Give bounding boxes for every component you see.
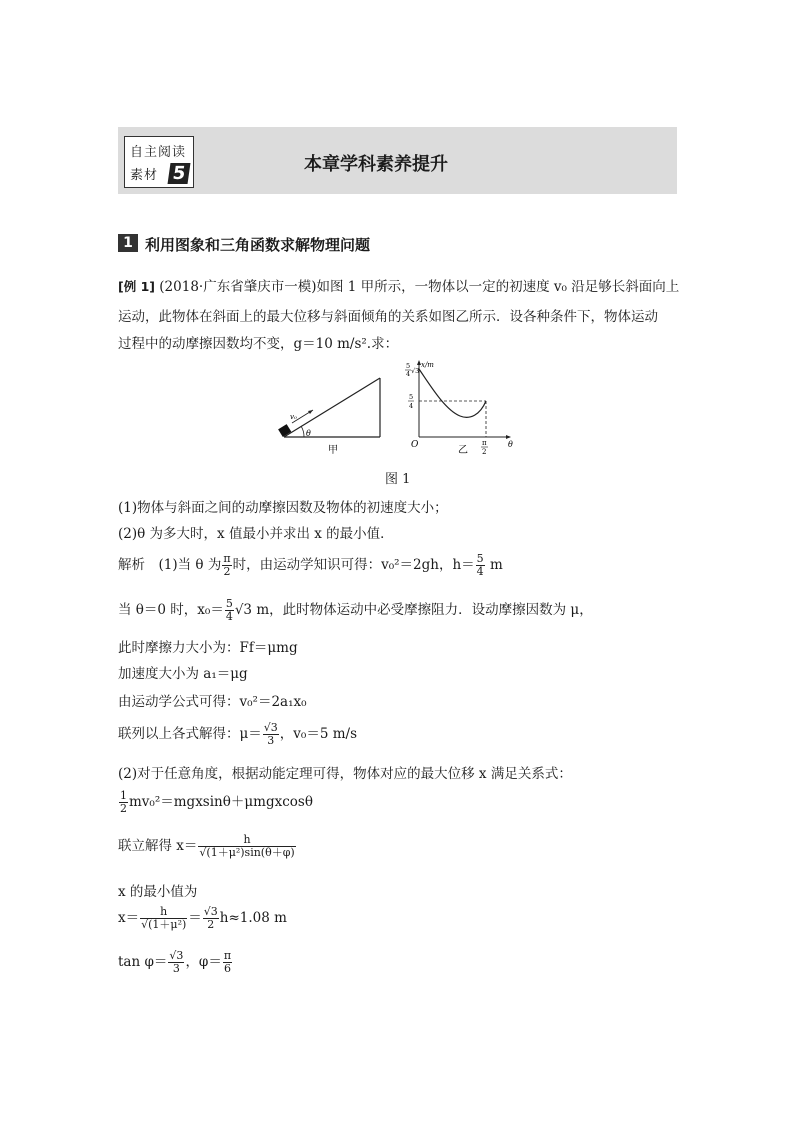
v0-label: v₀ xyxy=(290,413,297,421)
fraction xyxy=(119,790,128,815)
solution-line1 xyxy=(118,553,503,578)
x-tick-denominator: 2 xyxy=(482,448,487,456)
solution-text: tan φ＝ xyxy=(118,954,168,970)
solution-line12 xyxy=(118,950,233,975)
origin-label: O xyxy=(411,440,419,450)
figure-1 xyxy=(270,355,530,460)
x-tick-numerator: π xyxy=(482,439,487,447)
block-icon xyxy=(278,424,291,437)
figure-yi-graph xyxy=(417,360,511,439)
figure-jia-incline xyxy=(278,378,380,437)
solution-line4: 加速度大小为 a₁＝μg xyxy=(118,666,248,682)
frac-num: h xyxy=(140,906,187,919)
solution-line2 xyxy=(118,598,593,623)
solution-line6 xyxy=(118,722,357,747)
solution-text: 联列以上各式解得：μ＝ xyxy=(118,726,262,742)
badge-number: 5 xyxy=(168,163,191,184)
example-line2: 运动，此物体在斜面上的最大位移与斜面倾角的关系如图乙所示．设各种条件下，物体运动 xyxy=(118,309,658,325)
figure-jia-label: 甲 xyxy=(328,445,338,456)
solution-text: ，v₀＝5 m/s xyxy=(279,726,357,742)
y-axis-label: x/m xyxy=(421,361,434,369)
frac-num: 5 xyxy=(225,597,233,610)
example-line3: 过程中的动摩擦因数均不变，g＝10 m/s².求： xyxy=(118,336,399,352)
reading-badge xyxy=(124,136,194,188)
solution-text: 联立解得 x＝ xyxy=(118,838,198,854)
frac-den: 6 xyxy=(224,962,231,975)
solution-text: h≈1.08 m xyxy=(219,910,287,926)
question-1: (1)物体与斜面之间的动摩擦因数及物体的初速度大小； xyxy=(118,500,448,516)
solution-text: 时，由运动学知识可得：v₀²＝2gh，h＝ xyxy=(232,557,475,573)
frac-den: √(1＋μ²) xyxy=(141,918,187,931)
figure-yi-label: 乙 xyxy=(458,445,468,456)
frac-num: √3 xyxy=(169,949,184,962)
badge-line2: 素材 xyxy=(130,168,159,183)
example-label: [例 1] xyxy=(118,279,155,294)
fraction xyxy=(198,834,295,859)
frac-den: 2 xyxy=(207,918,215,931)
figure-caption: 图 1 xyxy=(385,472,411,487)
fraction xyxy=(168,950,184,975)
fraction xyxy=(203,906,219,931)
solution-text: ＝ xyxy=(188,910,202,926)
solution-text: 当 θ＝0 时，x₀＝ xyxy=(118,602,224,618)
frac-den: 4 xyxy=(225,610,233,623)
y-top-denominator: 4 xyxy=(406,370,411,378)
page-title: 本章学科素养提升 xyxy=(304,154,448,175)
frac-num: 1 xyxy=(120,789,127,802)
theta-label: θ xyxy=(306,429,311,438)
frac-den: 2 xyxy=(223,565,231,578)
frac-den: 4 xyxy=(476,565,484,578)
solution-text: 解析 (1)当 θ 为 xyxy=(118,557,222,573)
frac-den: 3 xyxy=(172,962,180,975)
example-line1 xyxy=(118,275,679,295)
solution-line3: 此时摩擦力大小为：Ff＝μmg xyxy=(118,640,298,656)
solution-line5: 由运动学公式可得：v₀²＝2a₁x₀ xyxy=(118,694,307,710)
fraction xyxy=(222,553,231,578)
frac-num: π xyxy=(223,949,232,962)
solution-line11 xyxy=(118,906,287,931)
sqrt-value: √3 xyxy=(234,602,253,618)
solution-text: mv₀²＝mgxsinθ＋μmgxcosθ xyxy=(129,794,313,810)
y-top-numerator: 5 xyxy=(406,362,411,370)
frac-num: h xyxy=(198,834,295,847)
solution-text: m xyxy=(485,557,503,573)
y-mid-denominator: 4 xyxy=(409,402,414,410)
frac-num: √3 xyxy=(203,905,218,918)
x-axis-label: θ xyxy=(508,440,513,449)
solution-line7: (2)对于任意角度，根据动能定理可得，物体对应的最大位移 x 满足关系式： xyxy=(118,766,572,782)
solution-text: x＝ xyxy=(118,910,140,926)
frac-den: √(1＋μ²)sin(θ＋φ) xyxy=(199,846,295,859)
y-top-sqrt: √3 xyxy=(411,367,420,375)
example-text1: (2018·广东省肇庆市一模)如图 1 甲所示，一物体以一定的初速度 v₀ 沿足够长斜面向上 xyxy=(159,279,680,295)
question-2: (2)θ 为多大时，x 值最小并求出 x 的最小值． xyxy=(118,526,394,542)
badge-line1: 自主阅读 xyxy=(130,145,187,160)
y-mid-numerator: 5 xyxy=(409,393,414,401)
fraction xyxy=(140,906,187,931)
solution-text: ，φ＝ xyxy=(185,954,222,970)
fraction xyxy=(223,950,232,975)
solution-line8 xyxy=(118,790,313,815)
section-title: 利用图象和三角函数求解物理问题 xyxy=(145,236,371,254)
fraction xyxy=(476,553,485,578)
frac-den: 3 xyxy=(267,734,275,747)
fraction xyxy=(263,722,279,747)
solution-text: m，此时物体运动中必受摩擦阻力．设动摩擦因数为 μ， xyxy=(252,602,593,618)
frac-num: √3 xyxy=(263,721,278,734)
fraction xyxy=(225,598,234,623)
frac-num: 5 xyxy=(476,552,484,565)
solution-line10: x 的最小值为 xyxy=(118,884,198,900)
solution-line9 xyxy=(118,834,297,859)
frac-num: π xyxy=(223,552,231,565)
frac-den: 2 xyxy=(120,802,127,815)
section-number: 1 xyxy=(118,234,138,252)
